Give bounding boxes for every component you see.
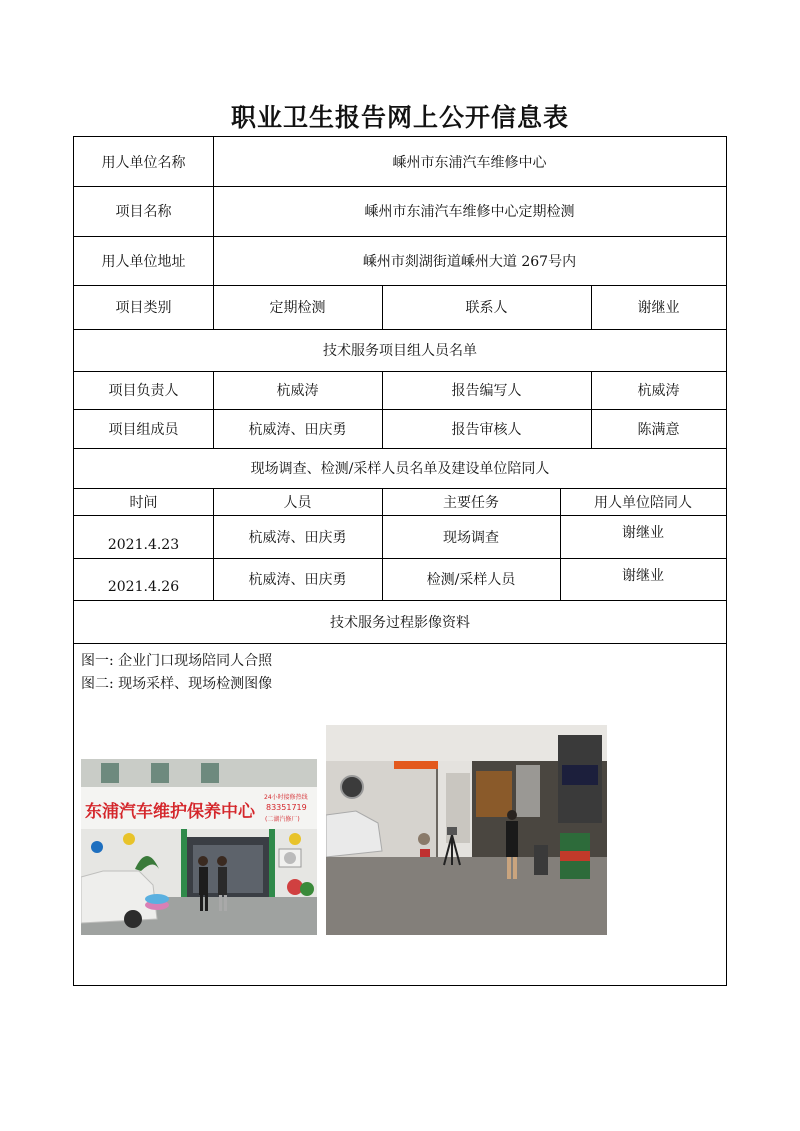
column-header-escort: 用人单位陪同人 — [594, 494, 692, 511]
project-type-label: 项目类别 — [115, 300, 172, 316]
team-heading: 技术服务项目组人员名单 — [323, 343, 477, 359]
row2-date: 2021.4.26 — [107, 579, 180, 595]
shop-sign-text: 东浦汽车维护保养中心 — [85, 802, 255, 822]
column-header-date: 时间 — [129, 494, 158, 511]
caption-figure-2: 图二: 现场采样、现场检测图像 — [81, 676, 273, 692]
address-value: 嵊州市剡湖街道嵊州大道 267号内 — [362, 253, 577, 270]
storefront-photo — [81, 759, 317, 935]
shop-sign-phone: 83351719 — [266, 803, 307, 812]
contact-label: 联系人 — [465, 300, 508, 316]
row2-staff: 杭威涛、田庆勇 — [248, 572, 347, 588]
leader-value: 杭威涛 — [276, 383, 319, 399]
writer-label: 报告编写人 — [451, 383, 522, 399]
page-title: 职业卫生报告网上公开信息表 — [230, 103, 569, 132]
column-header-staff: 人员 — [283, 494, 312, 511]
project-name-label: 项目名称 — [115, 204, 172, 220]
reviewer-value: 陈满意 — [637, 421, 680, 438]
workshop-photo — [326, 725, 607, 935]
column-header-task: 主要任务 — [443, 494, 499, 511]
employer-name-label: 用人单位名称 — [101, 154, 186, 171]
project-name-value: 嵊州市东浦汽车维修中心定期检测 — [364, 204, 575, 220]
info-table — [73, 136, 727, 986]
row1-escort: 谢继业 — [622, 525, 664, 541]
row2-escort: 谢继业 — [622, 568, 664, 584]
survey-heading: 现场调查、检测/采样人员名单及建设单位陪同人 — [250, 461, 550, 477]
shop-sign-hotline: 24小时接修热线 — [264, 794, 308, 801]
row1-task: 现场调查 — [443, 529, 499, 546]
row1-date: 2021.4.23 — [107, 536, 180, 553]
address-label: 用人单位地址 — [101, 253, 186, 270]
members-value: 杭威涛、田庆勇 — [248, 421, 347, 438]
caption-figure-1: 图一: 企业门口现场陪同人合照 — [81, 653, 273, 669]
contact-value: 谢继业 — [637, 300, 680, 316]
images-heading: 技术服务过程影像资料 — [330, 614, 470, 631]
row1-staff: 杭威涛、田庆勇 — [248, 529, 347, 546]
shop-sign-sub: (二湖汽修厂) — [265, 816, 300, 823]
reviewer-label: 报告审核人 — [451, 421, 522, 438]
project-type-value: 定期检测 — [269, 300, 326, 316]
writer-value: 杭威涛 — [637, 383, 680, 399]
employer-name-value: 嵊州市东浦汽车维修中心 — [392, 154, 547, 171]
members-label: 项目组成员 — [108, 421, 179, 438]
row2-task: 检测/采样人员 — [426, 572, 516, 588]
leader-label: 项目负责人 — [108, 383, 179, 399]
